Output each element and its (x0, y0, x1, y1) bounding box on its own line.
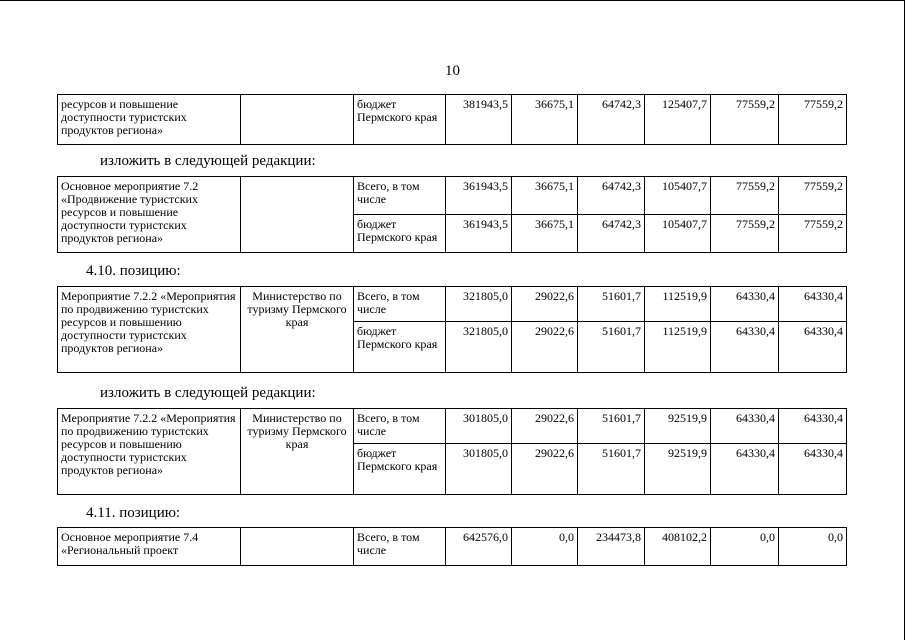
instruction-text: изложить в следующей редакции: (100, 153, 316, 169)
amount-cell-2: 29022,6 (512, 322, 578, 373)
amount-cell-5: 77559,2 (711, 215, 779, 253)
amount-cell-6: 64330,4 (779, 287, 847, 322)
amount-cell-6: 64330,4 (779, 409, 847, 444)
amount-cell-1: 642576,0 (446, 528, 512, 566)
amount-cell-3: 51601,7 (578, 287, 645, 322)
amount-cell-2: 36675,1 (512, 177, 578, 215)
executor-cell: Министерство по туризму Пермского края (241, 287, 354, 373)
amount-cell-3: 51601,7 (578, 444, 645, 495)
funding-source-cell: Всего, в том числе (354, 528, 446, 566)
page-number: 10 (445, 63, 460, 79)
activity-name-cell: Основное мероприятие 7.4 «Региональный проект (58, 528, 241, 566)
top-edge-line (0, 0, 905, 1)
amount-cell-3: 64742,3 (578, 95, 645, 145)
funding-source-cell: бюджет Пермского края (354, 444, 446, 495)
amount-cell-4: 92519,9 (645, 444, 711, 495)
executor-cell (241, 95, 354, 145)
activity-name-cell: Мероприятие 7.2.2 «Мероприятия по продвижению туристских ресурсов и повышению доступности туристских продуктов региона» (58, 409, 241, 495)
amount-cell-6: 0,0 (779, 528, 847, 566)
table-row (58, 409, 847, 444)
amount-cell-4: 92519,9 (645, 409, 711, 444)
amount-cell-1: 381943,5 (446, 95, 512, 145)
instruction-text: изложить в следующей редакции: (100, 385, 316, 401)
executor-cell: Министерство по туризму Пермского края (241, 409, 354, 495)
amount-cell-4: 112519,9 (645, 287, 711, 322)
amount-cell-5: 64330,4 (711, 409, 779, 444)
budget-table-1 (57, 94, 847, 145)
instruction-text: 4.10. позицию: (86, 263, 181, 279)
amount-cell-2: 0,0 (512, 528, 578, 566)
amount-cell-6: 64330,4 (779, 444, 847, 495)
amount-cell-4: 105407,7 (645, 177, 711, 215)
funding-source-cell: бюджет Пермского края (354, 95, 446, 145)
amount-cell-1: 301805,0 (446, 444, 512, 495)
amount-cell-6: 77559,2 (779, 95, 847, 145)
amount-cell-2: 29022,6 (512, 287, 578, 322)
table-row (58, 287, 847, 322)
funding-source-cell: Всего, в том числе (354, 287, 446, 322)
amount-cell-3: 51601,7 (578, 322, 645, 373)
amount-cell-1: 361943,5 (446, 215, 512, 253)
amount-cell-5: 0,0 (711, 528, 779, 566)
amount-cell-3: 234473,8 (578, 528, 645, 566)
amount-cell-4: 408102,2 (645, 528, 711, 566)
amount-cell-2: 36675,1 (512, 215, 578, 253)
budget-table-5 (57, 527, 847, 566)
amount-cell-1: 321805,0 (446, 287, 512, 322)
budget-table-2 (57, 176, 847, 253)
table-row (58, 528, 847, 566)
amount-cell-5: 77559,2 (711, 177, 779, 215)
amount-cell-3: 64742,3 (578, 215, 645, 253)
amount-cell-6: 77559,2 (779, 215, 847, 253)
activity-name-cell: Основное мероприятие 7.2 «Продвижение туристских ресурсов и повышение доступности туристских продуктов региона» (58, 177, 241, 253)
amount-cell-6: 77559,2 (779, 177, 847, 215)
activity-name-cell: ресурсов и повышение доступности туристских продуктов региона» (58, 95, 241, 145)
amount-cell-5: 64330,4 (711, 287, 779, 322)
executor-cell (241, 177, 354, 253)
amount-cell-6: 64330,4 (779, 322, 847, 373)
amount-cell-1: 301805,0 (446, 409, 512, 444)
amount-cell-4: 112519,9 (645, 322, 711, 373)
amount-cell-4: 105407,7 (645, 215, 711, 253)
amount-cell-3: 64742,3 (578, 177, 645, 215)
activity-name-cell: Мероприятие 7.2.2 «Мероприятия по продвижению туристских ресурсов и повышению доступности туристских продуктов региона» (58, 287, 241, 373)
funding-source-cell: Всего, в том числе (354, 409, 446, 444)
amount-cell-5: 64330,4 (711, 444, 779, 495)
amount-cell-3: 51601,7 (578, 409, 645, 444)
amount-cell-2: 36675,1 (512, 95, 578, 145)
funding-source-cell: бюджет Пермского края (354, 215, 446, 253)
amount-cell-1: 321805,0 (446, 322, 512, 373)
instruction-text: 4.11. позицию: (86, 505, 181, 521)
table-row (58, 177, 847, 215)
amount-cell-2: 29022,6 (512, 444, 578, 495)
budget-table-3 (57, 286, 847, 373)
table-row (58, 95, 847, 145)
amount-cell-5: 77559,2 (711, 95, 779, 145)
amount-cell-4: 125407,7 (645, 95, 711, 145)
funding-source-cell: Всего, в том числе (354, 177, 446, 215)
amount-cell-1: 361943,5 (446, 177, 512, 215)
funding-source-cell: бюджет Пермского края (354, 322, 446, 373)
amount-cell-5: 64330,4 (711, 322, 779, 373)
budget-table-4 (57, 408, 847, 495)
executor-cell (241, 528, 354, 566)
amount-cell-2: 29022,6 (512, 409, 578, 444)
